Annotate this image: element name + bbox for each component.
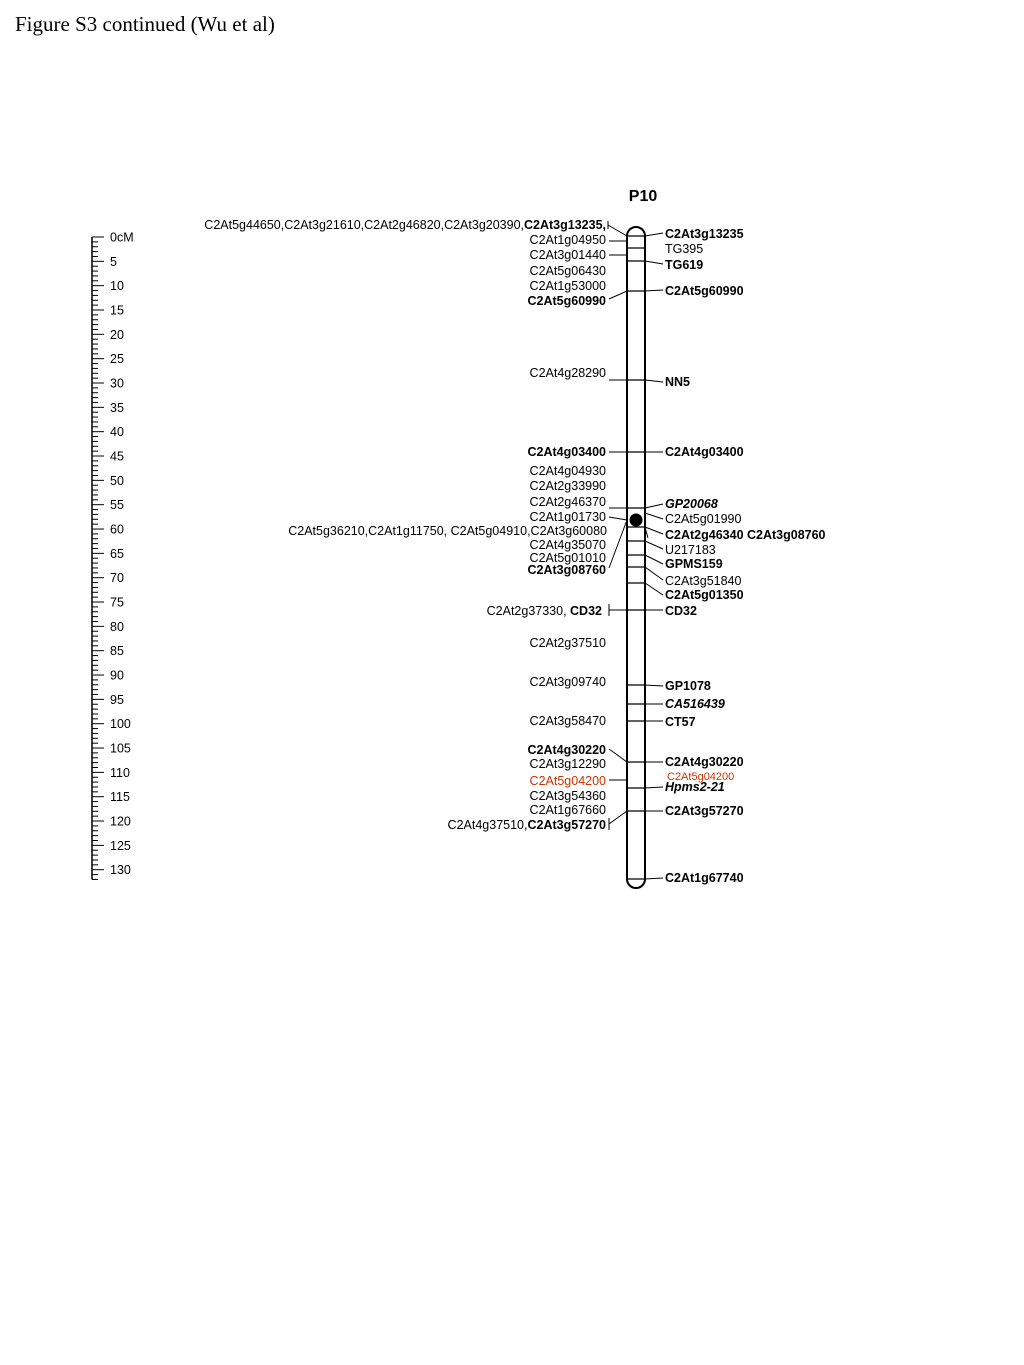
scale-tick-label: 60	[110, 522, 124, 537]
marker-label: C2At3g13235	[665, 227, 744, 241]
marker-label: C2At1g04950	[529, 233, 606, 247]
leader-line	[645, 567, 663, 580]
leader-line	[645, 261, 663, 264]
marker-label: C2At5g44650,C2At3g21610,C2At2g46820,C2At3g20390,C2At3g13235,	[204, 218, 606, 232]
leader-lines	[608, 221, 663, 879]
scale-tick-label: 115	[110, 790, 130, 805]
scale-tick-label: 40	[110, 425, 124, 440]
leader-line	[609, 520, 627, 568]
leader-line	[645, 541, 663, 549]
leader-line	[645, 685, 663, 686]
chromosome-p10	[627, 188, 657, 888]
leader-line	[609, 291, 627, 299]
scale-tick-label: 105	[110, 741, 131, 756]
leader-line	[608, 225, 627, 236]
marker-label: C2At3g12290	[529, 757, 606, 771]
scale-tick-label: 0cM	[110, 230, 134, 245]
scale-tick-label: 35	[110, 400, 124, 415]
scale-tick-label: 25	[110, 352, 124, 367]
marker-label: GP20068	[665, 497, 718, 511]
marker-label: C2At1g01730	[529, 510, 606, 524]
leader-line	[645, 555, 663, 564]
marker-label: C2At2g37510	[529, 636, 606, 650]
marker-label: C2At5g36210,C2At1g11750, C2At5g04910,C2At3g60080	[288, 524, 607, 538]
marker-label: NN5	[665, 375, 691, 389]
right-marker-labels	[665, 227, 826, 885]
marker-label: C2At4g03400	[527, 445, 606, 459]
linkage-group-title: P10	[628, 188, 658, 205]
marker-label: C2At1g67740	[665, 871, 744, 885]
marker-label: C2At3g51840	[665, 574, 742, 588]
left-marker-labels	[204, 218, 607, 832]
marker-label: C2At2g37330, CD32	[486, 604, 602, 618]
scale-tick-label: 65	[110, 546, 124, 561]
leader-line	[609, 811, 627, 824]
scale-tick-label: 55	[110, 498, 124, 513]
marker-label: C2At2g46340 C2At3g08760	[665, 528, 826, 542]
scale-tick-label: 85	[110, 644, 124, 659]
marker-label: C2At5g06430	[529, 264, 606, 278]
marker-label: C2At4g03400	[665, 445, 744, 459]
scale-tick-label: 75	[110, 595, 124, 610]
marker-label: C2At4g30220	[527, 743, 606, 757]
scale-tick-label: 100	[110, 717, 131, 732]
scale-tick-label: 130	[110, 863, 131, 878]
figure-title: Figure S3 continued (Wu et al)	[15, 12, 275, 36]
scale-tick-label: 15	[110, 303, 124, 318]
marker-label: C2At4g04930	[529, 464, 606, 478]
marker-label: C2At4g28290	[529, 366, 606, 380]
scale-tick-label: 45	[110, 449, 124, 464]
marker-label: CA516439	[665, 697, 725, 711]
centromere-dot	[630, 514, 643, 527]
marker-label: Hpms2-21	[665, 780, 725, 794]
marker-label: C2At4g35070	[529, 538, 606, 552]
marker-label: GPMS159	[665, 557, 723, 571]
leader-line	[645, 290, 663, 291]
marker-label: GP1078	[665, 679, 711, 693]
marker-label: CD32	[665, 604, 697, 618]
scale-tick-label: 50	[110, 473, 124, 488]
leader-line	[645, 380, 663, 382]
leader-line	[645, 583, 663, 595]
marker-label: CT57	[665, 715, 696, 729]
leader-line	[609, 517, 627, 520]
scale-tick-label: 125	[110, 838, 131, 853]
scale-tick-label: 95	[110, 692, 124, 707]
leader-line	[645, 787, 663, 788]
marker-label: C2At5g04200	[529, 774, 606, 788]
marker-label: U217183	[665, 543, 716, 557]
chromosome-marker-ticks	[627, 236, 645, 879]
marker-label: C2At5g04200	[667, 771, 735, 783]
scale-tick-label: 10	[110, 279, 124, 294]
marker-label: C2At5g60990	[665, 284, 744, 298]
scale-tick-label: 30	[110, 376, 124, 391]
leader-line	[645, 527, 663, 534]
marker-label: C2At3g08760	[527, 563, 606, 577]
marker-label: C2At3g58470	[529, 714, 606, 728]
marker-label: C2At3g57270	[665, 804, 744, 818]
marker-label: C2At5g01010	[529, 551, 606, 565]
marker-label: C2At2g46370	[529, 495, 606, 509]
scale-tick-label: 5	[110, 254, 117, 269]
leader-line	[609, 749, 627, 762]
scale-tick-label: 120	[110, 814, 131, 829]
marker-label: C2At1g53000	[529, 279, 606, 293]
scale-tick-label: 80	[110, 619, 124, 634]
marker-label: C2At3g54360	[529, 789, 606, 803]
leader-line	[645, 878, 663, 879]
marker-label: C2At4g37510,C2At3g57270	[447, 818, 606, 832]
leader-line	[645, 233, 663, 236]
scale-tick-label: 110	[110, 765, 130, 780]
marker-label: C2At1g67660	[529, 803, 606, 817]
marker-label: C2At5g01350	[665, 588, 744, 602]
marker-label: C2At3g09740	[529, 675, 606, 689]
marker-label: C2At3g01440	[529, 248, 606, 262]
marker-label: C2At5g60990	[527, 294, 606, 308]
scale-tick-label: 20	[110, 327, 124, 342]
marker-label: C2At5g01990	[665, 512, 742, 526]
marker-label: TG395	[665, 242, 704, 256]
cm-scale-ruler	[92, 231, 134, 880]
marker-label: C2At4g30220	[665, 755, 744, 769]
marker-label: C2At2g33990	[529, 479, 606, 493]
leader-line	[645, 504, 663, 508]
scale-tick-label: 90	[110, 668, 124, 683]
marker-label: TG619	[665, 258, 704, 272]
chromosome-bar	[627, 227, 645, 888]
scale-tick-label: 70	[110, 571, 124, 586]
leader-line	[645, 513, 663, 519]
